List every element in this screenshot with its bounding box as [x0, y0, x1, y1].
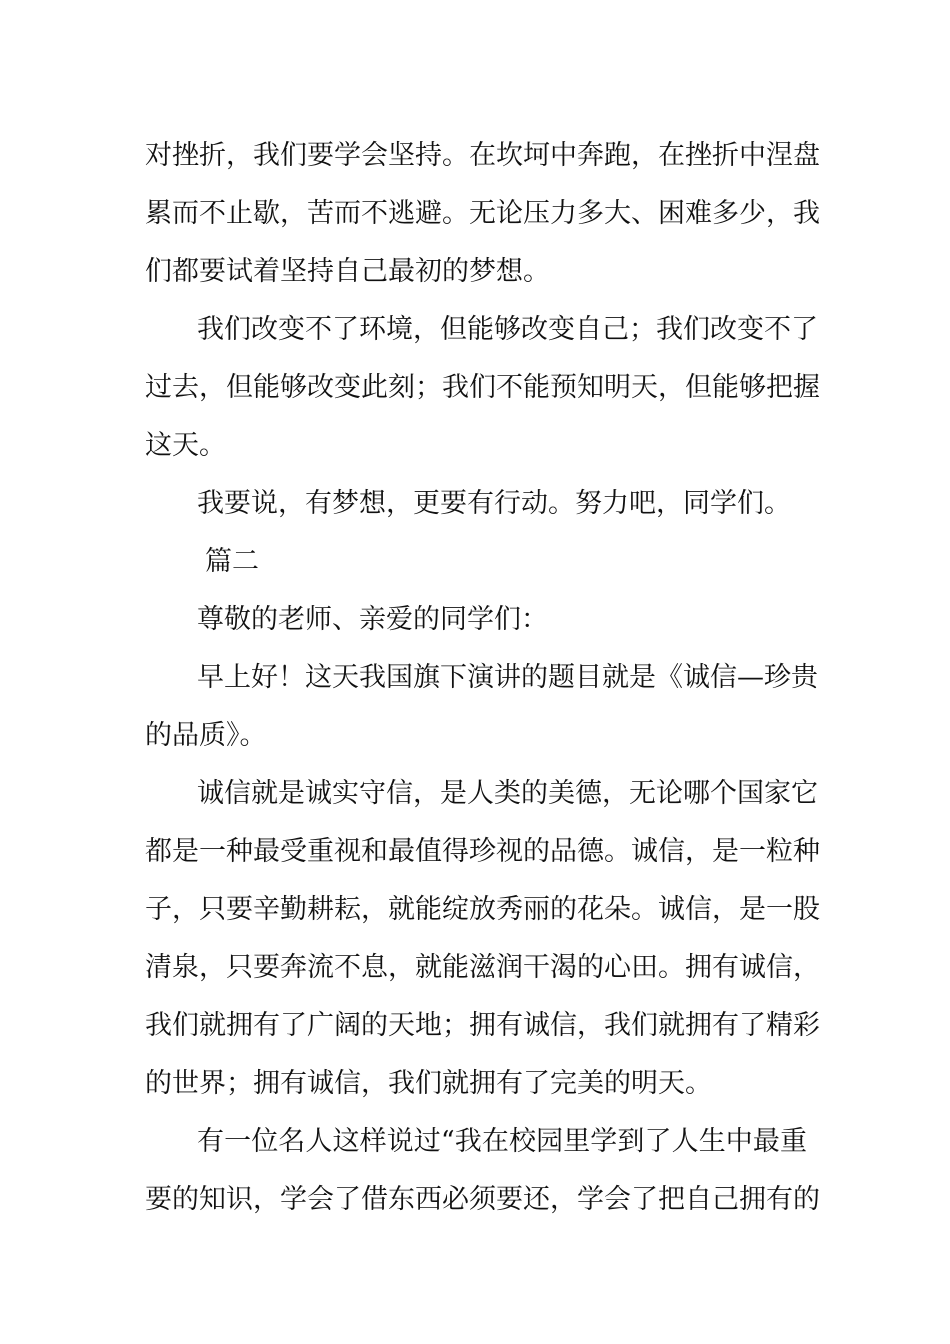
text-line: 我们就拥有了广阔的天地；拥有诚信，我们就拥有了精彩 [145, 1010, 820, 1041]
text-line: 都是一种最受重视和最值得珍视的品德。诚信，是一粒种 [145, 836, 820, 867]
text-line: 累而不止歇，苦而不逃避。无论压力多大、困难多少，我 [145, 198, 820, 229]
text-line: 这天。 [145, 430, 226, 461]
text-line: 过去，但能够改变此刻；我们不能预知明天，但能够把握 [145, 372, 820, 403]
text-line: 子，只要辛勤耕耘，就能绽放秀丽的花朵。诚信，是一股 [145, 894, 820, 925]
text-line: 的世界；拥有诚信，我们就拥有了完美的明天。 [145, 1068, 712, 1099]
text-line: 尊敬的老师、亲爱的同学们： [197, 604, 548, 635]
document-body [145, 127, 820, 1229]
text-line: 要的知识，学会了借东西必须要还，学会了把自己拥有的 [145, 1184, 820, 1215]
text-line: 诚信就是诚实守信，是人类的美德，无论哪个国家它 [197, 778, 818, 809]
text-line: 们都要试着坚持自己最初的梦想。 [145, 256, 550, 287]
text-line: 我要说，有梦想，更要有行动。努力吧，同学们。 [197, 488, 791, 519]
text-line: 对挫折，我们要学会坚持。在坎坷中奔跑，在挫折中涅盘 [145, 140, 820, 171]
text-line: 我们改变不了环境，但能够改变自己；我们改变不了 [197, 314, 818, 345]
text-line: 清泉，只要奔流不息，就能滋润干渴的心田。拥有诚信， [145, 952, 820, 983]
text-line: 的品质》。 [145, 720, 267, 751]
text-line: 有一位名人这样说过“我在校园里学到了人生中最重 [197, 1126, 807, 1157]
section-heading: 篇二 [205, 546, 259, 577]
text-line: 早上好！这天我国旗下演讲的题目就是《诚信—珍贵 [197, 662, 818, 693]
